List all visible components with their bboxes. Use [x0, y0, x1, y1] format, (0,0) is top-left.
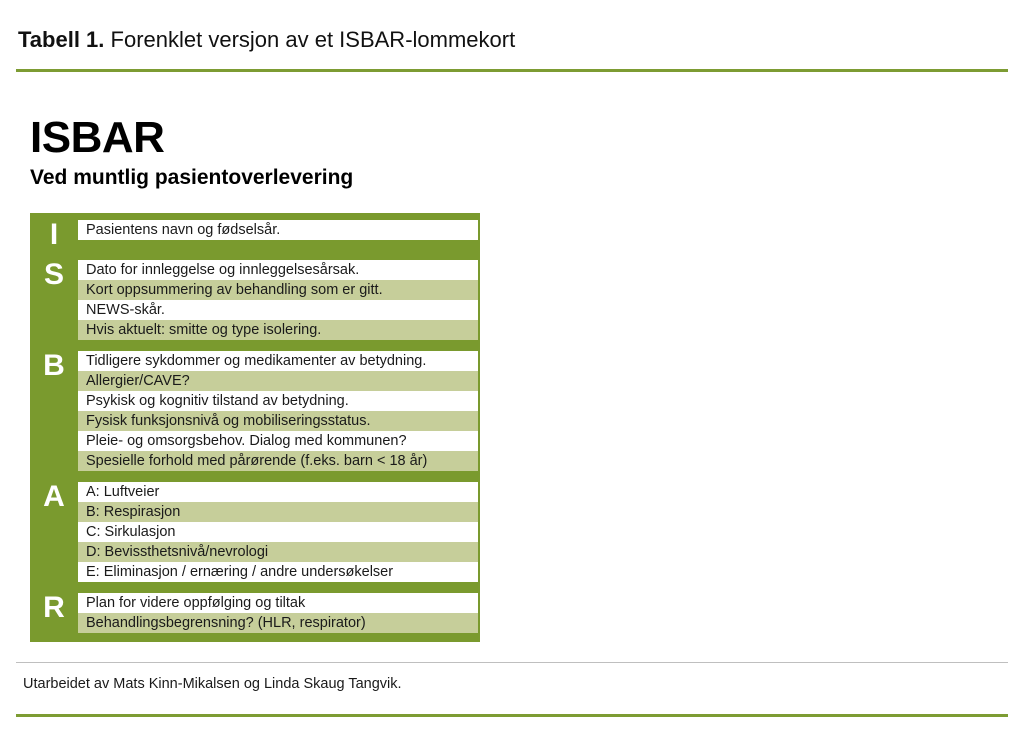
isbar-row: Behandlingsbegrensning? (HLR, respirator): [78, 613, 478, 633]
isbar-letter-i: I: [49, 218, 59, 251]
isbar-group-i: [30, 220, 480, 249]
isbar-letter-b: B: [43, 349, 65, 382]
isbar-row: Allergier/CAVE?: [78, 371, 478, 391]
isbar-row: Tidligere sykdommer og medikamenter av betydning.: [78, 351, 478, 371]
isbar-letter-r: R: [43, 591, 65, 624]
isbar-row: C: Sirkulasjon: [78, 522, 478, 542]
isbar-row: E: Eliminasjon / ernæring / andre undersøkelser: [78, 562, 478, 582]
isbar-group-b: [30, 351, 480, 471]
top-rule-divider: [16, 69, 1008, 72]
isbar-subtitle: Ved muntlig pasientoverlevering: [30, 166, 354, 189]
isbar-row: Pleie- og omsorgsbehov. Dialog med kommunen?: [78, 431, 478, 451]
table-caption-text: Forenklet versjon av et ISBAR-lommekort: [104, 27, 516, 52]
table-caption-label: Tabell 1.: [18, 27, 105, 52]
table-caption: [18, 26, 515, 54]
isbar-row: NEWS-skår.: [78, 300, 478, 320]
isbar-row: Plan for videre oppfølging og tiltak: [78, 593, 478, 613]
isbar-row-list: [78, 482, 478, 582]
isbar-row: Kort oppsummering av behandling som er gitt.: [78, 280, 478, 300]
isbar-title: ISBAR: [30, 113, 165, 162]
isbar-row: A: Luftveier: [78, 482, 478, 502]
isbar-group-a: [30, 482, 480, 582]
isbar-row: D: Bevissthetsnivå/nevrologi: [78, 542, 478, 562]
isbar-row: B: Respirasjon: [78, 502, 478, 522]
footer-note: Utarbeidet av Mats Kinn-Mikalsen og Linda Skaug Tangvik.: [23, 676, 402, 692]
isbar-row: Psykisk og kognitiv tilstand av betydning.: [78, 391, 478, 411]
isbar-row: Pasientens navn og fødselsår.: [78, 220, 478, 240]
isbar-row: Fysisk funksjonsnivå og mobiliseringsstatus.: [78, 411, 478, 431]
footer-divider: [16, 662, 1008, 663]
isbar-row: Spesielle forhold med pårørende (f.eks. barn < 18 år): [78, 451, 478, 471]
isbar-letter-a: A: [43, 480, 65, 513]
isbar-letter-s: S: [43, 258, 64, 291]
isbar-row-list: [78, 260, 478, 340]
isbar-row-list: [78, 593, 478, 633]
isbar-row-list: [78, 220, 478, 240]
isbar-group-s: [30, 260, 480, 340]
isbar-group-r: [30, 593, 480, 633]
isbar-table: [30, 213, 480, 642]
isbar-row-list: [78, 351, 478, 471]
isbar-card-heading: [30, 113, 480, 191]
isbar-row: Hvis aktuelt: smitte og type isolering.: [78, 320, 478, 340]
isbar-row: Dato for innleggelse og innleggelsesårsak.: [78, 260, 478, 280]
bottom-rule-divider: [16, 714, 1008, 717]
